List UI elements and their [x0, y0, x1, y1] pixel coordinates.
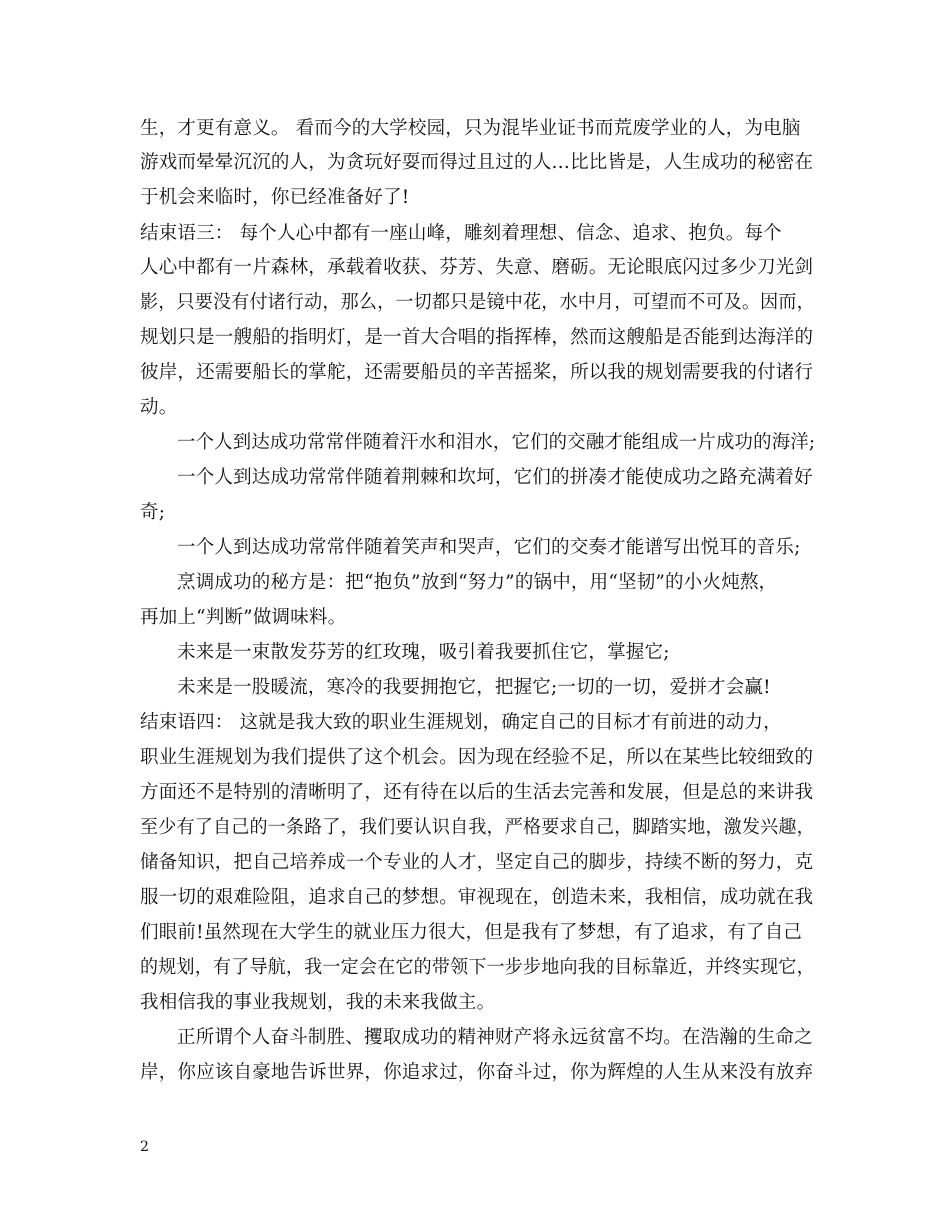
text-line: 奇; [140, 502, 166, 523]
text-line: 正所谓个人奋斗制胜、攫取成功的精神财产将永远贫富不均。在浩瀚的生命之 [177, 1027, 813, 1048]
text-line: 再加上“判断”做调味料。 [140, 607, 347, 628]
text-line: 于机会来临时，你已经准备好了! [140, 187, 410, 208]
text-line: 服一切的艰难险阻，追求自己的梦想。审视现在，创造未来，我相信，成功就在我 [140, 887, 814, 908]
text-line: 至少有了自己的一条路了，我们要认识自我，严格要求自己，脚踏实地，激发兴趣， [140, 817, 815, 838]
text-line: 一个人到达成功常常伴随着汗水和泪水，它们的交融才能组成一片成功的海洋; [177, 432, 816, 453]
text-line: 职业生涯规划为我们提供了这个机会。因为现在经验不足，所以在某些比较细致的 [140, 747, 814, 768]
text-line: 游戏而晕晕沉沉的人，为贪玩好耍而得过且过的人…比比皆是，人生成功的秘密在 [140, 152, 814, 173]
text-line: 烹调成功的秘方是：把“抱负”放到“努力”的锅中，用“坚韧”的小火炖熬， [177, 572, 778, 593]
text-line: 一个人到达成功常常伴随着荆棘和坎坷，它们的拼凑才能使成功之路充满着好 [177, 467, 813, 488]
text-line: 们眼前!虽然现在大学生的就业压力很大，但是我有了梦想，有了追求，有了自己 [140, 922, 803, 943]
text-line: 生，才更有意义。 看而今的大学校园，只为混毕业证书而荒废学业的人，为电脑 [140, 118, 801, 139]
text-line: 方面还不是特别的清晰明了，还有待在以后的生活去完善和发展，但是总的来讲我 [140, 782, 814, 803]
page-number: 2 [140, 1139, 149, 1155]
text-line: 动。 [140, 397, 178, 418]
text-line: 一个人到达成功常常伴随着笑声和哭声，它们的交奏才能谱写出悦耳的音乐; [177, 537, 801, 558]
text-line: 的规划，有了导航，我一定会在它的带领下一步步地向我的目标靠近，并终实现它， [140, 957, 815, 978]
text-line: 影，只要没有付诸行动，那么，一切都只是镜中花，水中月，可望而不可及。因而， [140, 292, 815, 313]
text-line: 结束语三： 每个人心中都有一座山峰，雕刻着理想、信念、追求、抱负。每个 [140, 223, 782, 244]
text-line: 规划只是一艘船的指明灯，是一首大合唱的指挥棒，然而这艘船是否能到达海洋的 [140, 327, 814, 348]
text-line: 我相信我的事业我规划，我的未来我做主。 [140, 992, 496, 1013]
text-line: 结束语四： 这就是我大致的职业生涯规划，确定自己的目标才有前进的动力， [140, 712, 782, 733]
text-line: 人心中都有一片森林，承载着收获、芬芳、失意、磨砺。无论眼底闪过多少刀光剑 [140, 257, 814, 278]
text-line: 未来是一股暖流，寒冷的我要拥抱它，把握它;一切的一切，爱拼才会赢! [177, 677, 771, 698]
text-line: 彼岸，还需要船长的掌舵，还需要船员的辛苦摇桨，所以我的规划需要我的付诸行 [140, 362, 814, 383]
text-line: 储备知识，把自己培养成一个专业的人才，坚定自己的脚步，持续不断的努力，克 [140, 852, 814, 873]
text-line: 岸，你应该自豪地告诉世界，你追求过，你奋斗过，你为辉煌的人生从来没有放弃 [140, 1062, 814, 1083]
text-line: 未来是一束散发芬芳的红玫瑰，吸引着我要抓住它，掌握它; [177, 642, 670, 663]
